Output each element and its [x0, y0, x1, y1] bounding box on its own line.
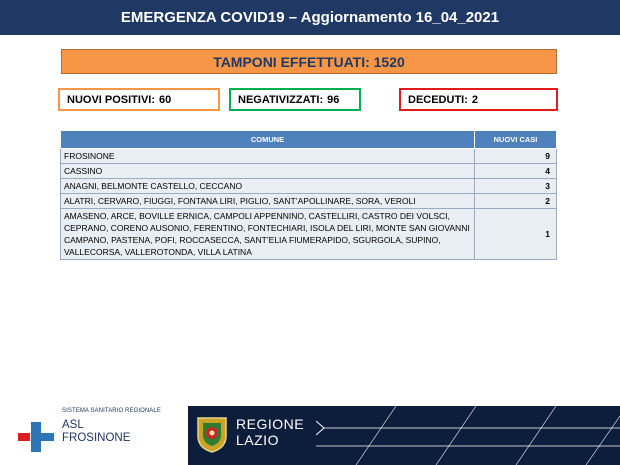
- nuovi-casi-cell: 4: [475, 164, 557, 179]
- table-row: [61, 164, 557, 179]
- tamponi-effettuati-box: [61, 49, 557, 74]
- banner-decoration-lines: [316, 406, 620, 465]
- regione-label: REGIONE: [236, 416, 305, 432]
- negativizzati-box: [229, 88, 361, 111]
- table-row: [61, 194, 557, 209]
- regione-lazio-banner: [188, 406, 620, 465]
- medical-cross-icon: [18, 422, 54, 452]
- nuovi-positivi-box: [58, 88, 220, 111]
- nuovi-positivi-label: NUOVI POSITIVI:: [67, 93, 156, 106]
- table-row: [61, 209, 557, 260]
- comune-cell: AMASENO, ARCE, BOVILLE ERNICA, CAMPOLI APPENNINO, CASTELLIRI, CASTRO DEI VOLSCI, CEPRANO, CORENO AUSONIO, FERENTINO, FONTECHIARI, ISOLA DEL LIRI, MONTE SAN GIOVANNI CAMPANO, PASTENA, POFI, ROCCASECCA, SANT’ELIA FIUMERAPIDO, SGURGOLA, SUPINO, VALLECORSA, VALLEROTONDA, VILLA LATINA: [61, 209, 475, 260]
- negativizzati-label: NEGATIVIZZATI:: [238, 93, 324, 106]
- asl-name-line2: FROSINONE: [62, 432, 131, 444]
- deceduti-label: DECEDUTI:: [408, 93, 468, 106]
- page-title: [0, 0, 620, 35]
- table-header-row: [61, 131, 557, 149]
- column-header-comune: COMUNE: [61, 131, 475, 149]
- tamponi-effettuati-label: TAMPONI EFFETTUATI: 1520: [213, 53, 405, 70]
- deceduti-value: 2: [471, 93, 479, 106]
- nuovi-positivi-value: 60: [159, 93, 172, 106]
- nuovi-casi-cell: 3: [475, 179, 557, 194]
- asl-frosinone-logo: [14, 408, 184, 456]
- nuovi-casi-cell: 9: [475, 149, 557, 164]
- comune-cell: ALATRI, CERVARO, FIUGGI, FONTANA LIRI, PIGLIO, SANT’APOLLINARE, SORA, VEROLI: [61, 194, 475, 209]
- comune-cell: ANAGNI, BELMONTE CASTELLO, CECCANO: [61, 179, 475, 194]
- asl-name-line1: ASL: [62, 419, 84, 431]
- nuovi-casi-cell: 1: [475, 209, 557, 260]
- table-row: [61, 149, 557, 164]
- asl-system-label: SISTEMA SANITARIO REGIONALE: [62, 408, 161, 414]
- comuni-table: [60, 130, 557, 260]
- column-header-nuovi-casi: NUOVI CASI: [475, 131, 557, 149]
- deceduti-box: [399, 88, 558, 111]
- nuovi-casi-cell: 2: [475, 194, 557, 209]
- comune-cell: FROSINONE: [61, 149, 475, 164]
- asl-name: [62, 419, 130, 445]
- regione-lazio-emblem-icon: [194, 414, 230, 454]
- table-row: [61, 179, 557, 194]
- negativizzati-value: 96: [327, 93, 340, 106]
- regione-lazio-wordmark: [236, 416, 304, 448]
- lazio-label: LAZIO: [236, 432, 279, 448]
- comune-cell: CASSINO: [61, 164, 475, 179]
- page-title-text: EMERGENZA COVID19 – Aggiornamento 16_04_2021: [120, 9, 500, 26]
